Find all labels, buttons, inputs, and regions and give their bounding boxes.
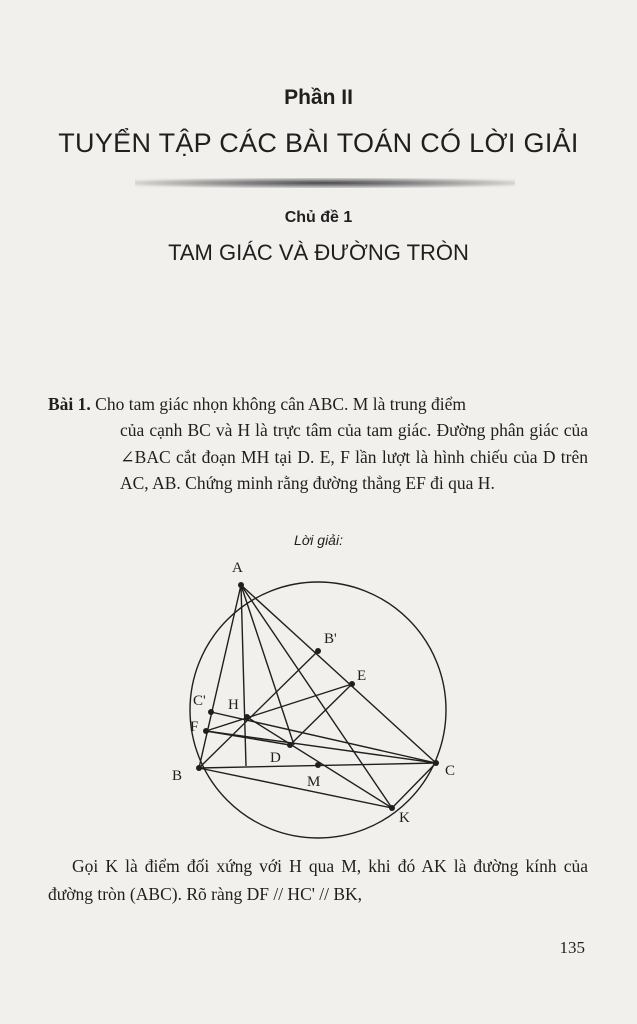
chapter-title: TAM GIÁC VÀ ĐƯỜNG TRÒN: [168, 240, 469, 265]
label-f: F: [190, 719, 199, 735]
segment-bk: [199, 768, 392, 808]
side-ab: [199, 585, 241, 768]
chapter-label: Chủ đề 1: [284, 209, 353, 226]
problem-rest: của cạnh BC và H là trực tâm của tam giác. Đường phân giác của ∠BAC cắt đoạn MH tại D. E, F lần lượt là hình chiếu của D trên AC, AB. Chứng minh rằng đường thẳng EF đi qua H.: [120, 420, 588, 494]
label-a: A: [232, 560, 243, 576]
problem-label: Bài 1.: [48, 394, 91, 414]
label-c-prime: C': [193, 693, 206, 709]
altitude-a: [241, 585, 246, 766]
label-h: H: [228, 697, 239, 713]
segment-ck: [392, 763, 436, 808]
solution-text: Gọi K là điểm đối xứng với H qua M, khi đó AK là đường kính của đường tròn (ABC). Rõ ràng DF // HC' // BK,: [48, 856, 588, 904]
label-b: B: [172, 768, 183, 784]
label-k: K: [399, 810, 410, 826]
problem-first-line: Cho tam giác nhọn không cân ABC. M là trung điểm: [95, 394, 467, 414]
label-b-prime: B': [324, 631, 337, 647]
page-number: 135: [559, 938, 585, 957]
part-label: Phần II: [284, 86, 353, 109]
label-e: E: [357, 668, 367, 684]
solution-label: Lời giải:: [294, 532, 343, 548]
label-d: D: [270, 750, 281, 766]
label-c: C: [445, 763, 456, 779]
segment-fc: [206, 731, 436, 763]
part-title: TUYỂN TẬP CÁC BÀI TOÁN CÓ LỜI GIẢI: [58, 128, 579, 158]
label-m: M: [307, 774, 321, 790]
